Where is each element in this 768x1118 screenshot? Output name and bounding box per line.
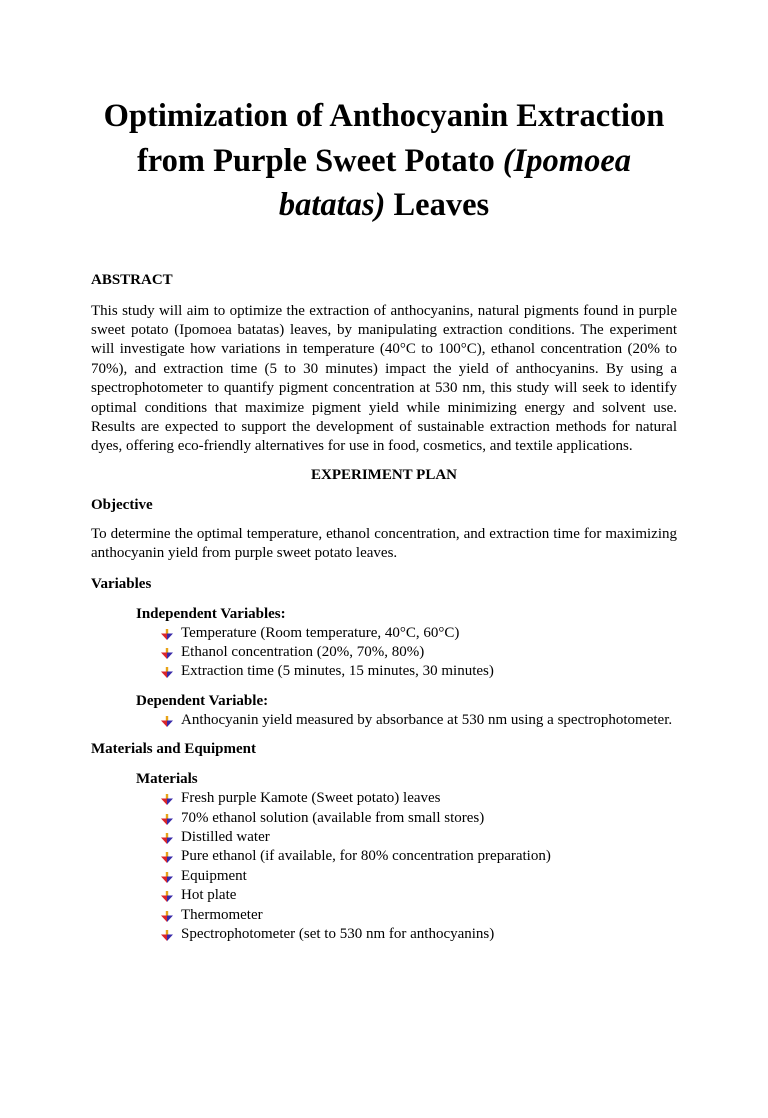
list-item-text: Pure ethanol (if available, for 80% concentration preparation) <box>181 848 551 865</box>
list-item <box>158 711 677 730</box>
list-item-text: Equipment <box>181 867 247 884</box>
list-item-text: Ethanol concentration (20%, 70%, 80%) <box>181 643 425 660</box>
list-item <box>158 886 677 905</box>
arrow-bullet-icon <box>161 716 173 727</box>
list-item <box>158 828 677 847</box>
list-item <box>158 906 677 925</box>
objective-heading: Objective <box>91 496 153 513</box>
abstract-heading: ABSTRACT <box>91 271 173 288</box>
list-item <box>158 809 677 828</box>
abstract-text: This study will aim to optimize the extraction of anthocyanins, natural pigments found in purple sweet potato (Ipomoea batatas) leaves, by manipulating extraction conditions. The experiment will investigate how variations in temperature (40°C to 100°C), ethanol concentration (20% to 70%), and extraction time (5 to 30 minutes) impact the yield of anthocyanins. By using a spectrophotometer to quantify pigment concentration at 530 nm, this study will seek to identify optimal conditions that maximize pigment yield while minimizing energy and solvent use. Results are expected to support the development of sustainable extraction methods for natural dyes, offering eco-friendly alternatives for use in food, cosmetics, and textile applications. <box>91 302 677 455</box>
list-item-text: Spectrophotometer (set to 530 nm for anthocyanins) <box>181 926 495 943</box>
arrow-bullet-icon <box>161 833 173 844</box>
arrow-bullet-icon <box>161 667 173 678</box>
list-item-text: 70% ethanol solution (available from small stores) <box>181 809 485 826</box>
experiment-plan-heading: EXPERIMENT PLAN <box>311 466 457 483</box>
arrow-bullet-icon <box>161 911 173 922</box>
document-title <box>91 94 677 228</box>
list-item <box>158 624 677 643</box>
list-item <box>158 847 677 866</box>
title-text-part1: Optimization of Anthocyanin Extraction from Purple Sweet Potato <box>103 98 665 179</box>
list-item-text: Anthocyanin yield measured by absorbance at 530 nm using a spectrophotometer. <box>181 711 673 728</box>
list-item <box>158 925 677 944</box>
arrow-bullet-icon <box>161 648 173 659</box>
arrow-bullet-icon <box>161 794 173 805</box>
arrow-bullet-icon <box>161 891 173 902</box>
list-item-text: Fresh purple Kamote (Sweet potato) leaves <box>181 790 441 807</box>
list-item <box>158 662 677 681</box>
materials-list <box>91 789 677 944</box>
dependent-variable-heading: Dependent Variable: <box>136 692 269 709</box>
dependent-variable-list <box>91 711 677 730</box>
title-text-part2: Leaves <box>385 187 490 223</box>
arrow-bullet-icon <box>161 629 173 640</box>
arrow-bullet-icon <box>161 930 173 941</box>
list-item <box>158 643 677 662</box>
list-item-text: Hot plate <box>181 887 237 904</box>
arrow-bullet-icon <box>161 852 173 863</box>
materials-and-equipment-heading: Materials and Equipment <box>91 741 257 758</box>
list-item <box>158 789 677 808</box>
list-item-text: Temperature (Room temperature, 40°C, 60°C) <box>181 624 460 641</box>
list-item-text: Extraction time (5 minutes, 15 minutes, 30 minutes) <box>181 663 494 680</box>
arrow-bullet-icon <box>161 814 173 825</box>
list-item <box>158 867 677 886</box>
objective-text: To determine the optimal temperature, ethanol concentration, and extraction time for maximizing anthocyanin yield from purple sweet potato leaves. <box>91 525 677 562</box>
title-species-italic: (Ipomoea batatas) <box>278 142 632 223</box>
independent-variables-list <box>91 624 677 682</box>
independent-variables-heading: Independent Variables: <box>136 605 286 622</box>
variables-heading: Variables <box>91 575 152 592</box>
materials-heading: Materials <box>136 771 198 788</box>
list-item-text: Thermometer <box>181 906 263 923</box>
list-item-text: Distilled water <box>181 829 270 845</box>
arrow-bullet-icon <box>161 872 173 883</box>
document-page <box>0 94 768 1118</box>
